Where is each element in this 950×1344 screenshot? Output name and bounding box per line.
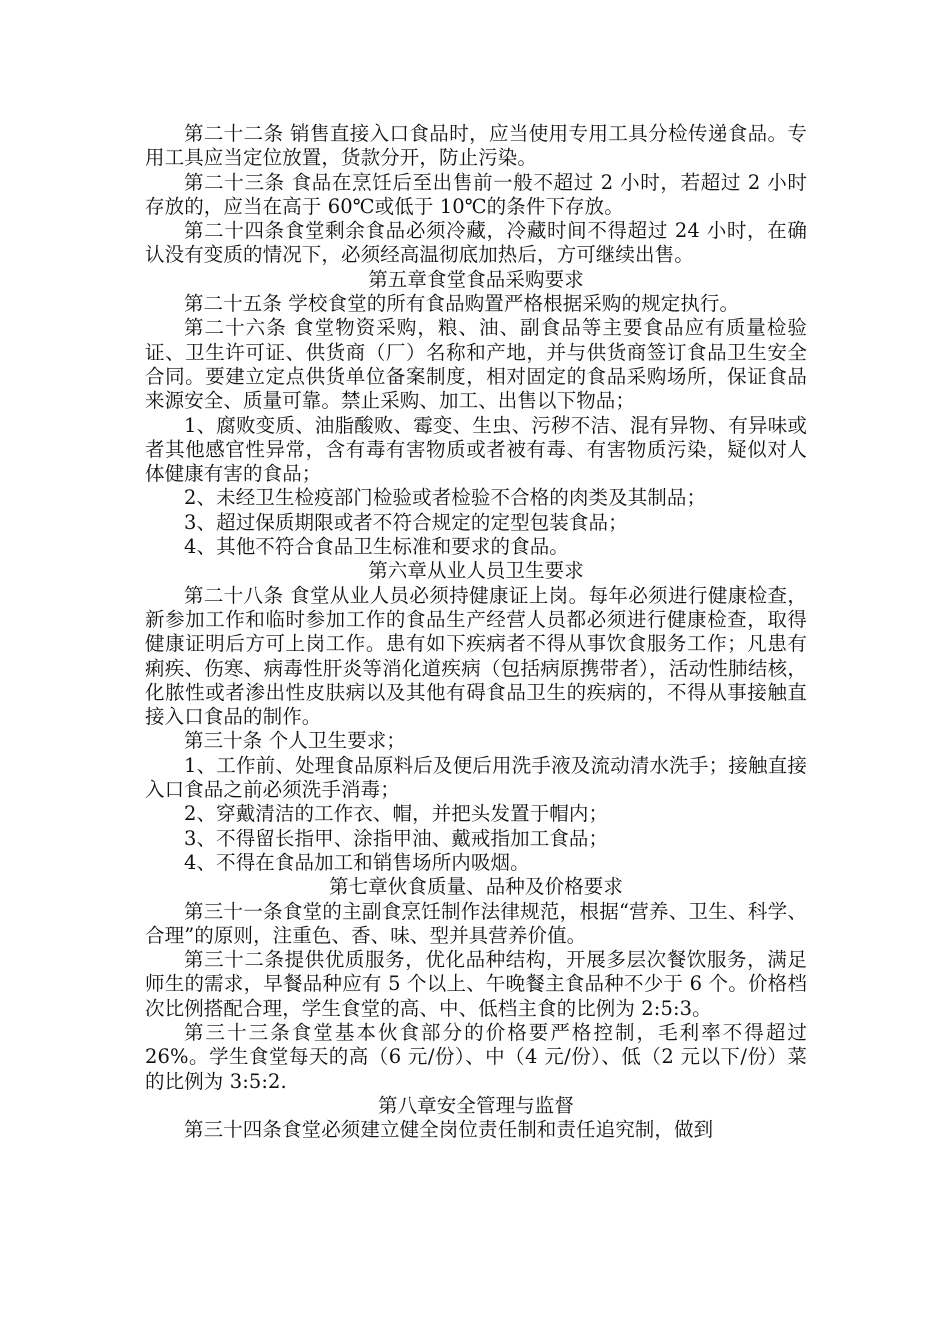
article-26: 第二十六条 食堂物资采购，粮、油、副食品等主要食品应有质量检验证、卫生许可证、供货商（厂）名称和产地，并与供货商签订食品卫生安全合同。要建立定点供货单位备案制度，相对固定的食品采购场所，保证食品来源安全、质量可靠。禁止采购、加工、出售以下物品； (145, 316, 807, 413)
article-30: 第三十条 个人卫生要求； (184, 729, 406, 753)
article-24: 第二十四条食堂剩余食品必须冷藏，冷藏时间不得超过 24 小时，在确认没有变质的情况下，必须经高温彻底加热后，方可继续出售。 (145, 219, 807, 267)
article-31: 第三十一条食堂的主副食烹饪制作法律规范，根据“营养、卫生、科学、合理”的原则，注重色、香、味、型并具营养价值。 (145, 899, 807, 947)
hygiene-item-3: 3、不得留长指甲、涂指甲油、戴戒指加工食品； (184, 826, 609, 850)
hygiene-item-1: 1、工作前、处理食品原料后及便后用洗手液及流动清水洗手；接触直接入口食品之前必须洗手消毒； (145, 753, 807, 802)
list-item-3: 3、超过保质期限或者不符合规定的定型包装食品； (184, 510, 628, 534)
chapter-7-heading: 第七章伙食质量、品种及价格要求 (328, 875, 623, 899)
chapter-6-heading: 第六章从业人员卫生要求 (368, 559, 584, 583)
document-page (145, 122, 807, 1142)
chapter-8-heading: 第八章安全管理与监督 (377, 1093, 574, 1117)
article-25: 第二十五条 学校食堂的所有食品购置严格根据采购的规定执行。 (184, 292, 740, 316)
chapter-5-heading: 第五章食堂食品采购要求 (368, 267, 584, 291)
article-33: 第三十三条食堂基本伙食部分的价格要严格控制，毛利率不得超过 26%。学生食堂每天的高（6 元/份）、中（4 元/份）、低（2 元以下/份）菜的比例为 3:5:2. (145, 1020, 807, 1093)
list-item-2: 2、未经卫生检疫部门检验或者检验不合格的肉类及其制品； (184, 486, 707, 510)
list-item-4: 4、其他不符合食品卫生标准和要求的食品。 (184, 535, 569, 559)
article-32: 第三十二条提供优质服务，优化品种结构，开展多层次餐饮服务，满足师生的需求，早餐品种应有 5 个以上、午晚餐主食品种不少于 6 个。价格档次比例搭配合理，学生食堂的高、中、低档主食的比例为 2:5:3。 (145, 948, 807, 1020)
article-22: 第二十二条 销售直接入口食品时，应当使用专用工具分检传递食品。专用工具应当定位放置，货款分开，防止污染。 (145, 122, 807, 170)
hygiene-item-4: 4、不得在食品加工和销售场所内吸烟。 (184, 850, 530, 874)
list-item-1: 1、腐败变质、油脂酸败、霉变、生虫、污秽不洁、混有异物、有异味或者其他感官性异常，含有毒有害物质或者被有毒、有害物质污染，疑似对人体健康有害的食品； (145, 413, 807, 486)
hygiene-item-2: 2、穿戴清洁的工作衣、帽，并把头发置于帽内； (184, 802, 609, 826)
article-28: 第二十八条 食堂从业人员必须持健康证上岗。每年必须进行健康检查，新参加工作和临时参加工作的食品生产经营人员都必须进行健康检查，取得健康证明后方可上岗工作。患有如下疾病者不得从事饮食服务工作；凡患有痢疾、伤寒、病毒性肝炎等消化道疾病（包括病原携带者），活动性肺结核，化脓性或者渗出性皮肤病以及其他有碍食品卫生的疾病的，不得从事接触直接入口食品的制作。 (145, 583, 807, 729)
article-34: 第三十四条食堂必须建立健全岗位责任制和责任追究制，做到 (184, 1118, 714, 1142)
article-23: 第二十三条 食品在烹饪后至出售前一般不超过 2 小时，若超过 2 小时存放的，应当在高于 60℃或低于 10℃的条件下存放。 (145, 170, 807, 218)
